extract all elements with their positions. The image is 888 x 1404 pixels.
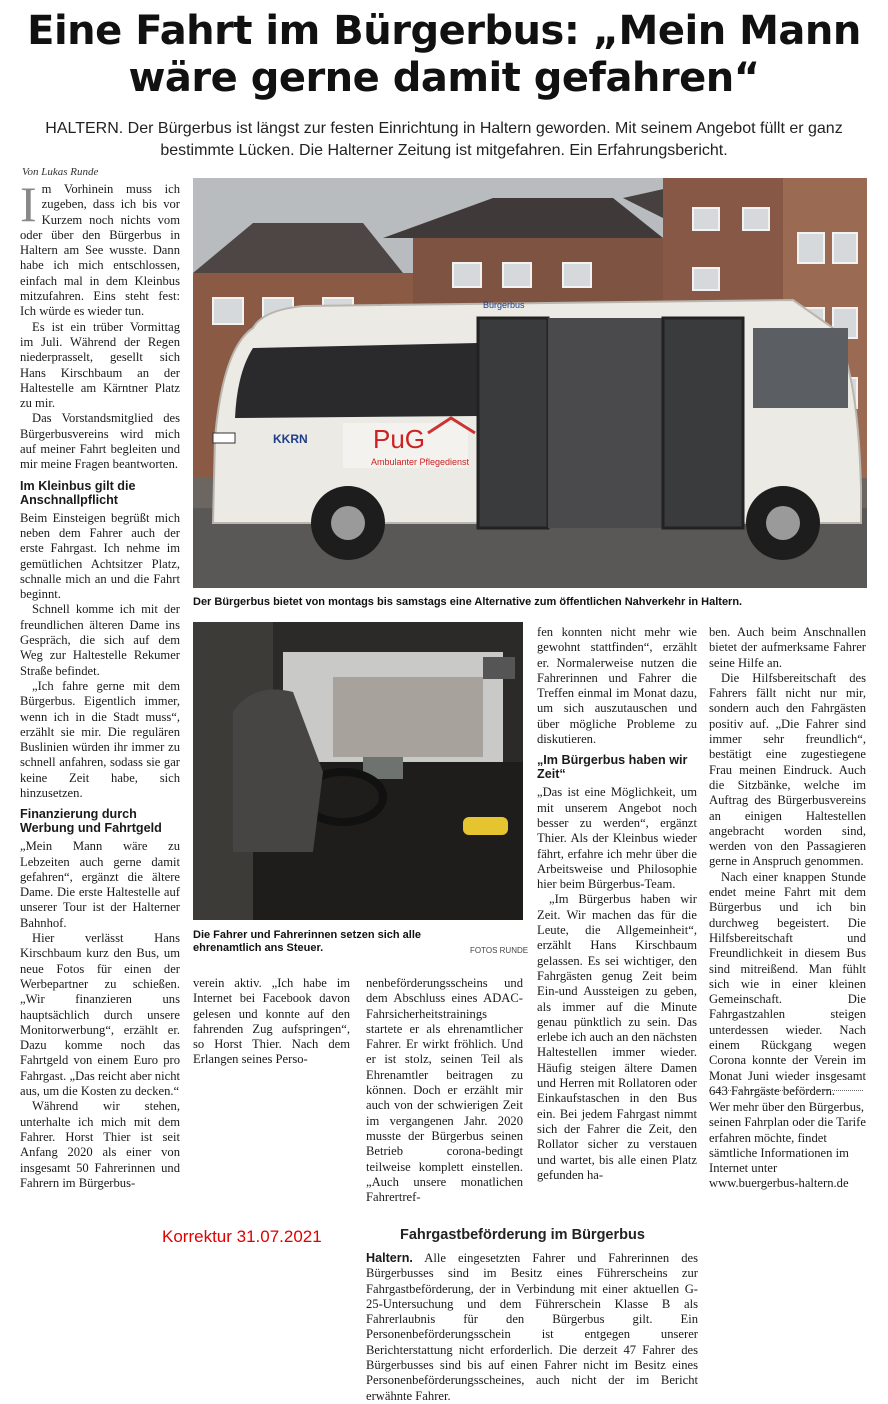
photo-credit: FOTOS RUNDE (470, 946, 529, 955)
article-column-5 (709, 625, 866, 1099)
article-column-1 (20, 176, 180, 1191)
interior-photo (193, 622, 523, 920)
paragraph: ben. Auch beim Anschnallen bietet der aufmerksame Fahrer seine Hilfe an. (709, 625, 866, 670)
correction-text: Alle eingesetzten Fahrer und Fahrerinnen des Bürgerbusses sind im Besitz eines Führerscheins zur Fahrgastbeförderung, der in Verbindung mit einer aktuellen G-25-Untersuchung und dem Führerschein Klasse B als Fahrerlaubnis für den Bürgerbus gilt. Ein Personenbeförderungsschein ist entgegen unserer Berichterstattung nicht erforderlich. Die derzeit 47 Fahrer des Bürgerbusses sind bis auf einen Fahrer nicht im Besitz eines Personenbeförderungsscheines, auch nicht der im Bericht erwähnte Fahrer. (366, 1251, 698, 1403)
photo-caption: Die Fahrer und Fahrerinnen setzen sich alle ehrenamtlich ans Steuer. (193, 929, 422, 954)
paragraph: Hier verlässt Hans Kirschbaum kurz den Bus, um neue Fotos für einen der Werbepartner zu schießen. „Wir finanzieren uns hauptsächlich durch unsere Monitorwerbung“, erzählt er. Dazu komme noch das Fahrtgeld von einem Euro pro Fahrgast. „Das reicht aber nicht aus, um die Kosten zu decken.“ (20, 931, 180, 1099)
article-column-2 (193, 976, 350, 1068)
subheading: „Im Bürgerbus haben wir Zeit“ (537, 753, 688, 782)
photo-caption: Der Bürgerbus bietet von montags bis samstags eine Alternative zum öffentlichen Nahverkehr in Haltern. (193, 596, 743, 608)
paragraph: „Im Bürgerbus haben wir Zeit. Wir machen das für die Leute, die Allgemeinheit“, erzählt Hans Kirschbaum gelassen. Es sei wichtiger, den Fahrgästen genug Zeit beim Ein-und Aussteigen zu geben, als immer auf die Minute genau pünktlich zu sein. Das erlebe ich auch an den nächsten Haltestellen immer wieder. Häufig steigen ältere Damen und Herren mit Rollatoren oder Einkaufstaschen in den Bus ein. Bei jedem Fahrgast nimmt sich der Fahrer die Zeit, den Rollator sicher zu verstauen und wartet, bis alle einen Platz gefunden ha- (537, 892, 697, 1182)
headline: Eine Fahrt im Bürgerbus: „Mein Mann wäre gerne damit gefahren“ (27, 8, 861, 101)
kkrn-logo: KKRN (273, 432, 308, 446)
paragraph: „Mein Mann wäre zu Lebzeiten auch gerne damit gefahren“, ergänzt die ältere Dame. Die erste Haltestelle auf unserer Tour ist der Halterner Bahnhof. (20, 839, 180, 930)
bus-brand: Bürgerbus (483, 300, 525, 310)
paragraph: „Ich fahre gerne mit dem Bürgerbus. Eigentlich immer, wenn ich in die Stadt muss“, erzählt sie mir. Die regulären Buslinien würden ihr immer zu schnell anfahren, sodass sie gar keine Zeit habe, sich hinzusetzen. (20, 678, 180, 800)
correction-stamp: Korrektur 31.07.2021 (162, 1227, 322, 1246)
correction-body (366, 1251, 698, 1404)
paragraph: Schnell komme ich mit der freundlichen älteren Dame ins Gespräch, die sich auf dem Weg zur Haltestelle Rekumer Straße befindet. (20, 602, 180, 678)
paragraph: „Das ist eine Möglichkeit, um mit unserem Angebot noch besser zu werden“, ergänzt Thier. Als der Kleinbus wieder fährt, erfahre ich mehr über die Arbeitsweise und Philosophie hier beim Bürgerbus-Team. (537, 785, 697, 892)
article-column-3 (366, 976, 523, 1205)
subheading: Finanzierung durch Werbung und Fahrtgeld (20, 807, 162, 836)
bus-photo (193, 178, 867, 588)
paragraph: Beim Einsteigen begrüßt mich neben dem Fahrer auch der erste Fahrgast. Ich nehme im gemütlichen Achtsitzer Platz, schnalle mich an und die Fahrt beginnt. (20, 510, 180, 602)
paragraph: fen konnten nicht mehr wie gewohnt stattfinden“, erzählt er. Normalerweise nutzen die Fahrerinnen und Fahrer die Treffen einmal im Monat dazu, um sich auszutauschen und über mögliche Probleme zu diskutieren. (537, 625, 697, 747)
location-tag: Haltern. (366, 1251, 413, 1265)
separator (709, 1090, 863, 1091)
ad-subtext: Ambulanter Pflegedienst (371, 457, 470, 467)
paragraph: Die Hilfsbereitschaft des Fahrers fällt nicht nur mir, sondern auch den Fahrgästen positiv auf. „Die Fahrer sind immer sehr freundlich“, bestätigt eine zugestiegene Frau meinen Eindruck. Auch die Sitzbänke, welche im Auftrag des Bürgerbusvereins an einigen Haltestellen angebracht worden sind, werden von den Passagieren gerne in Anspruch genommen. (709, 670, 866, 869)
first-paragraph: Im Vorhinein muss ich zugeben, dass ich bis vor Kurzem noch nichts vom oder über den Bürgerbus in Haltern am See wusste. Dann habe ich mich entschlossen, einfach mal in dem Kleinbus mitzufahren. Eins steht fest: Ich würde es wieder tun. (20, 176, 180, 319)
article-column-4 (537, 625, 697, 1183)
paragraph: verein aktiv. „Ich habe im Internet bei Facebook davon gelesen und konnte auf den fahrenden Zug aufspringen“, so Horst Thier. Nach dem Erlangen seines Perso- (193, 976, 350, 1067)
paragraph: Nach einer knappen Stunde endet meine Fahrt mit dem Bürgerbus und ich bin durchweg begeistert. Die Hilfsbereitschaft und Freundlichkeit in diesem Bus sind mitreißend. Man fühlt sich wie in einer kleinen Gemeinschaft. Die Fahrgastzahlen steigen unterdessen wieder. Nach einem Rückgang wegen Corona konnte der Verein im Monat Juni wieder insgesamt 643 Fahrgäste befördern. (709, 869, 866, 1098)
paragraph: nenbeförderungsscheins und dem Abschluss eines ADAC-Fahrsicherheitstrainings startete er als ehrenamtlicher Fahrer. Er wirkt fröhlich. Und er ist stolz, seinen Teil als Ehrenamtler beitragen zu können. Doch er erzählt mir auch von der schwierigen Zeit im vergangenen Jahr. 2020 musste der Bürgerbus seinen Betrieb corona-bedingt teilweise komplett einstellen. „Auch unsere monatlichen Fahrertref- (366, 976, 523, 1205)
lead-text: HALTERN. Der Bürgerbus ist längst zur festen Einrichtung in Haltern geworden. Mit seinem Angebot füllt er ganz bestimmte Lücken. Die Halterner Zeitung ist mitgefahren. Ein Erfahrungsbericht. (45, 120, 843, 159)
info-box: Wer mehr über den Bürgerbus, seinen Fahrplan oder die Tarife erfahren möchte, findet sämtliche Informationen im Internet unter www.buergerbus-haltern.de (709, 1100, 866, 1191)
subheading: Im Kleinbus gilt die Anschnallpflicht (20, 478, 136, 507)
paragraph: Während wir stehen, unterhalte ich mich mit dem Fahrer. Horst Thier ist seit Anfang 2020 als einer von insgesamt 50 Fahrerinnen und Fahrern im Bürgerbus- (20, 1099, 180, 1190)
byline: Von Lukas Runde (22, 166, 99, 178)
drop-cap: I (20, 176, 37, 232)
ad-logo-text: PuG (373, 424, 426, 454)
paragraph: Es ist ein trüber Vormittag im Juli. Während der Regen niederprasselt, gesellt sich Hans Kirschbaum an der Haltestelle am Kärntner Platz zu mir. (20, 319, 180, 411)
correction-title: Fahrgastbeförderung im Bürgerbus (400, 1227, 645, 1243)
paragraph: Das Vorstandsmitglied des Bürgerbusvereins wird mich auf meiner Fahrt begleiten und mir meine Fragen beantworten. (20, 411, 180, 472)
